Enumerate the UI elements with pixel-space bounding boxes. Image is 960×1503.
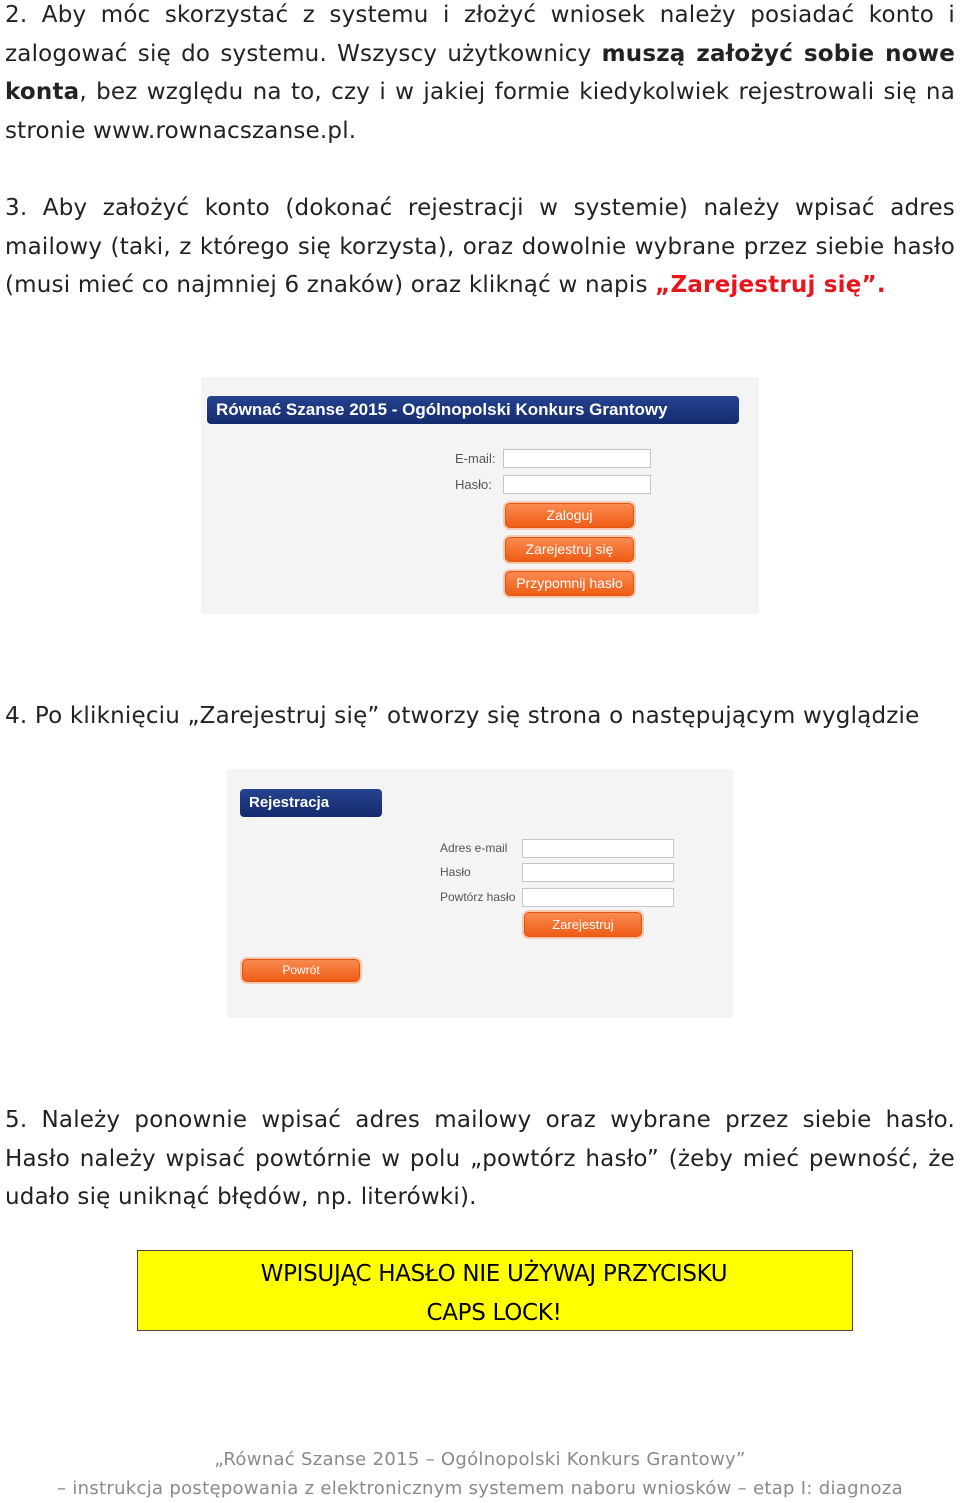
register-button[interactable]: Zarejestruj się — [505, 537, 634, 562]
step-2-text-end: , bez względu na to, czy i w jakiej formie kiedykolwiek rejestrowali się na stronie www.rownacszanse.pl. — [5, 79, 955, 145]
repeat-password-input[interactable] — [522, 888, 674, 907]
caps-lock-warning-box — [137, 1250, 853, 1331]
step-5-text: 5. Należy ponownie wpisać adres mailowy oraz wybrane przez siebie hasło. Hasło należy wpisać powtórnie w polu „powtórz hasło” (żeby mieć pewność, że udało się uniknąć błędów, np. literówki). — [5, 1107, 955, 1211]
step-4-text: 4. Po kliknięciu „Zarejestruj się” otworzy się strona o następującym wyglądzie — [5, 703, 920, 729]
step-2-text: 2. Aby móc skorzystać z systemu i złożyć wniosek należy posiadać konto i zalogować się do systemu. Wszyscy użytkownicy — [5, 2, 955, 67]
repeat-password-label: Powtórz hasło — [440, 890, 516, 904]
register-password-input[interactable] — [522, 863, 674, 882]
password-input[interactable] — [503, 475, 651, 494]
step-2-bold-text: muszą założyć sobie nowe konta — [5, 40, 955, 106]
step-3-register-highlight: „Zarejestruj się”. — [655, 272, 886, 299]
submit-register-button[interactable]: Zarejestruj — [524, 912, 642, 937]
register-screenshot — [227, 769, 733, 1018]
step-5-paragraph — [5, 1101, 955, 1217]
footer-line-1: „Równać Szanse 2015 – Ogólnopolski Konkurs Grantowy” — [214, 1449, 746, 1470]
footer-line-2: – instrukcja postępowania z elektronicznym systemem naboru wniosków – etap I: diagnoza — [57, 1478, 903, 1499]
register-email-label: Adres e-mail — [440, 841, 508, 855]
register-email-input[interactable] — [522, 839, 674, 858]
step-3-text: 3. Aby założyć konto (dokonać rejestracji w systemie) należy wpisać adres mailowy (taki, z którego się korzysta), oraz dowolnie wybrane przez siebie hasło (musi mieć co najmniej 6 znaków) oraz kliknąć w napis — [5, 195, 955, 299]
remind-password-button[interactable]: Przypomnij hasło — [505, 571, 634, 596]
login-button[interactable]: Zaloguj — [505, 503, 634, 528]
password-label: Hasło: — [455, 477, 492, 492]
step-2-paragraph — [5, 0, 955, 151]
step-3-paragraph — [5, 189, 955, 305]
email-input[interactable] — [503, 449, 651, 468]
warning-line-1: WPISUJĄC HASŁO NIE UŻYWAJ PRZYCISKU — [260, 1261, 728, 1287]
warning-line-2: CAPS LOCK! — [426, 1300, 562, 1326]
register-password-label: Hasło — [440, 865, 471, 879]
register-title-bar: Rejestracja — [240, 789, 382, 817]
step-4-paragraph — [5, 697, 955, 736]
back-button[interactable]: Powrót — [242, 959, 360, 982]
login-screenshot — [201, 377, 759, 614]
login-title-bar: Równać Szanse 2015 - Ogólnopolski Konkurs Grantowy — [207, 396, 739, 424]
email-label: E-mail: — [455, 451, 496, 466]
